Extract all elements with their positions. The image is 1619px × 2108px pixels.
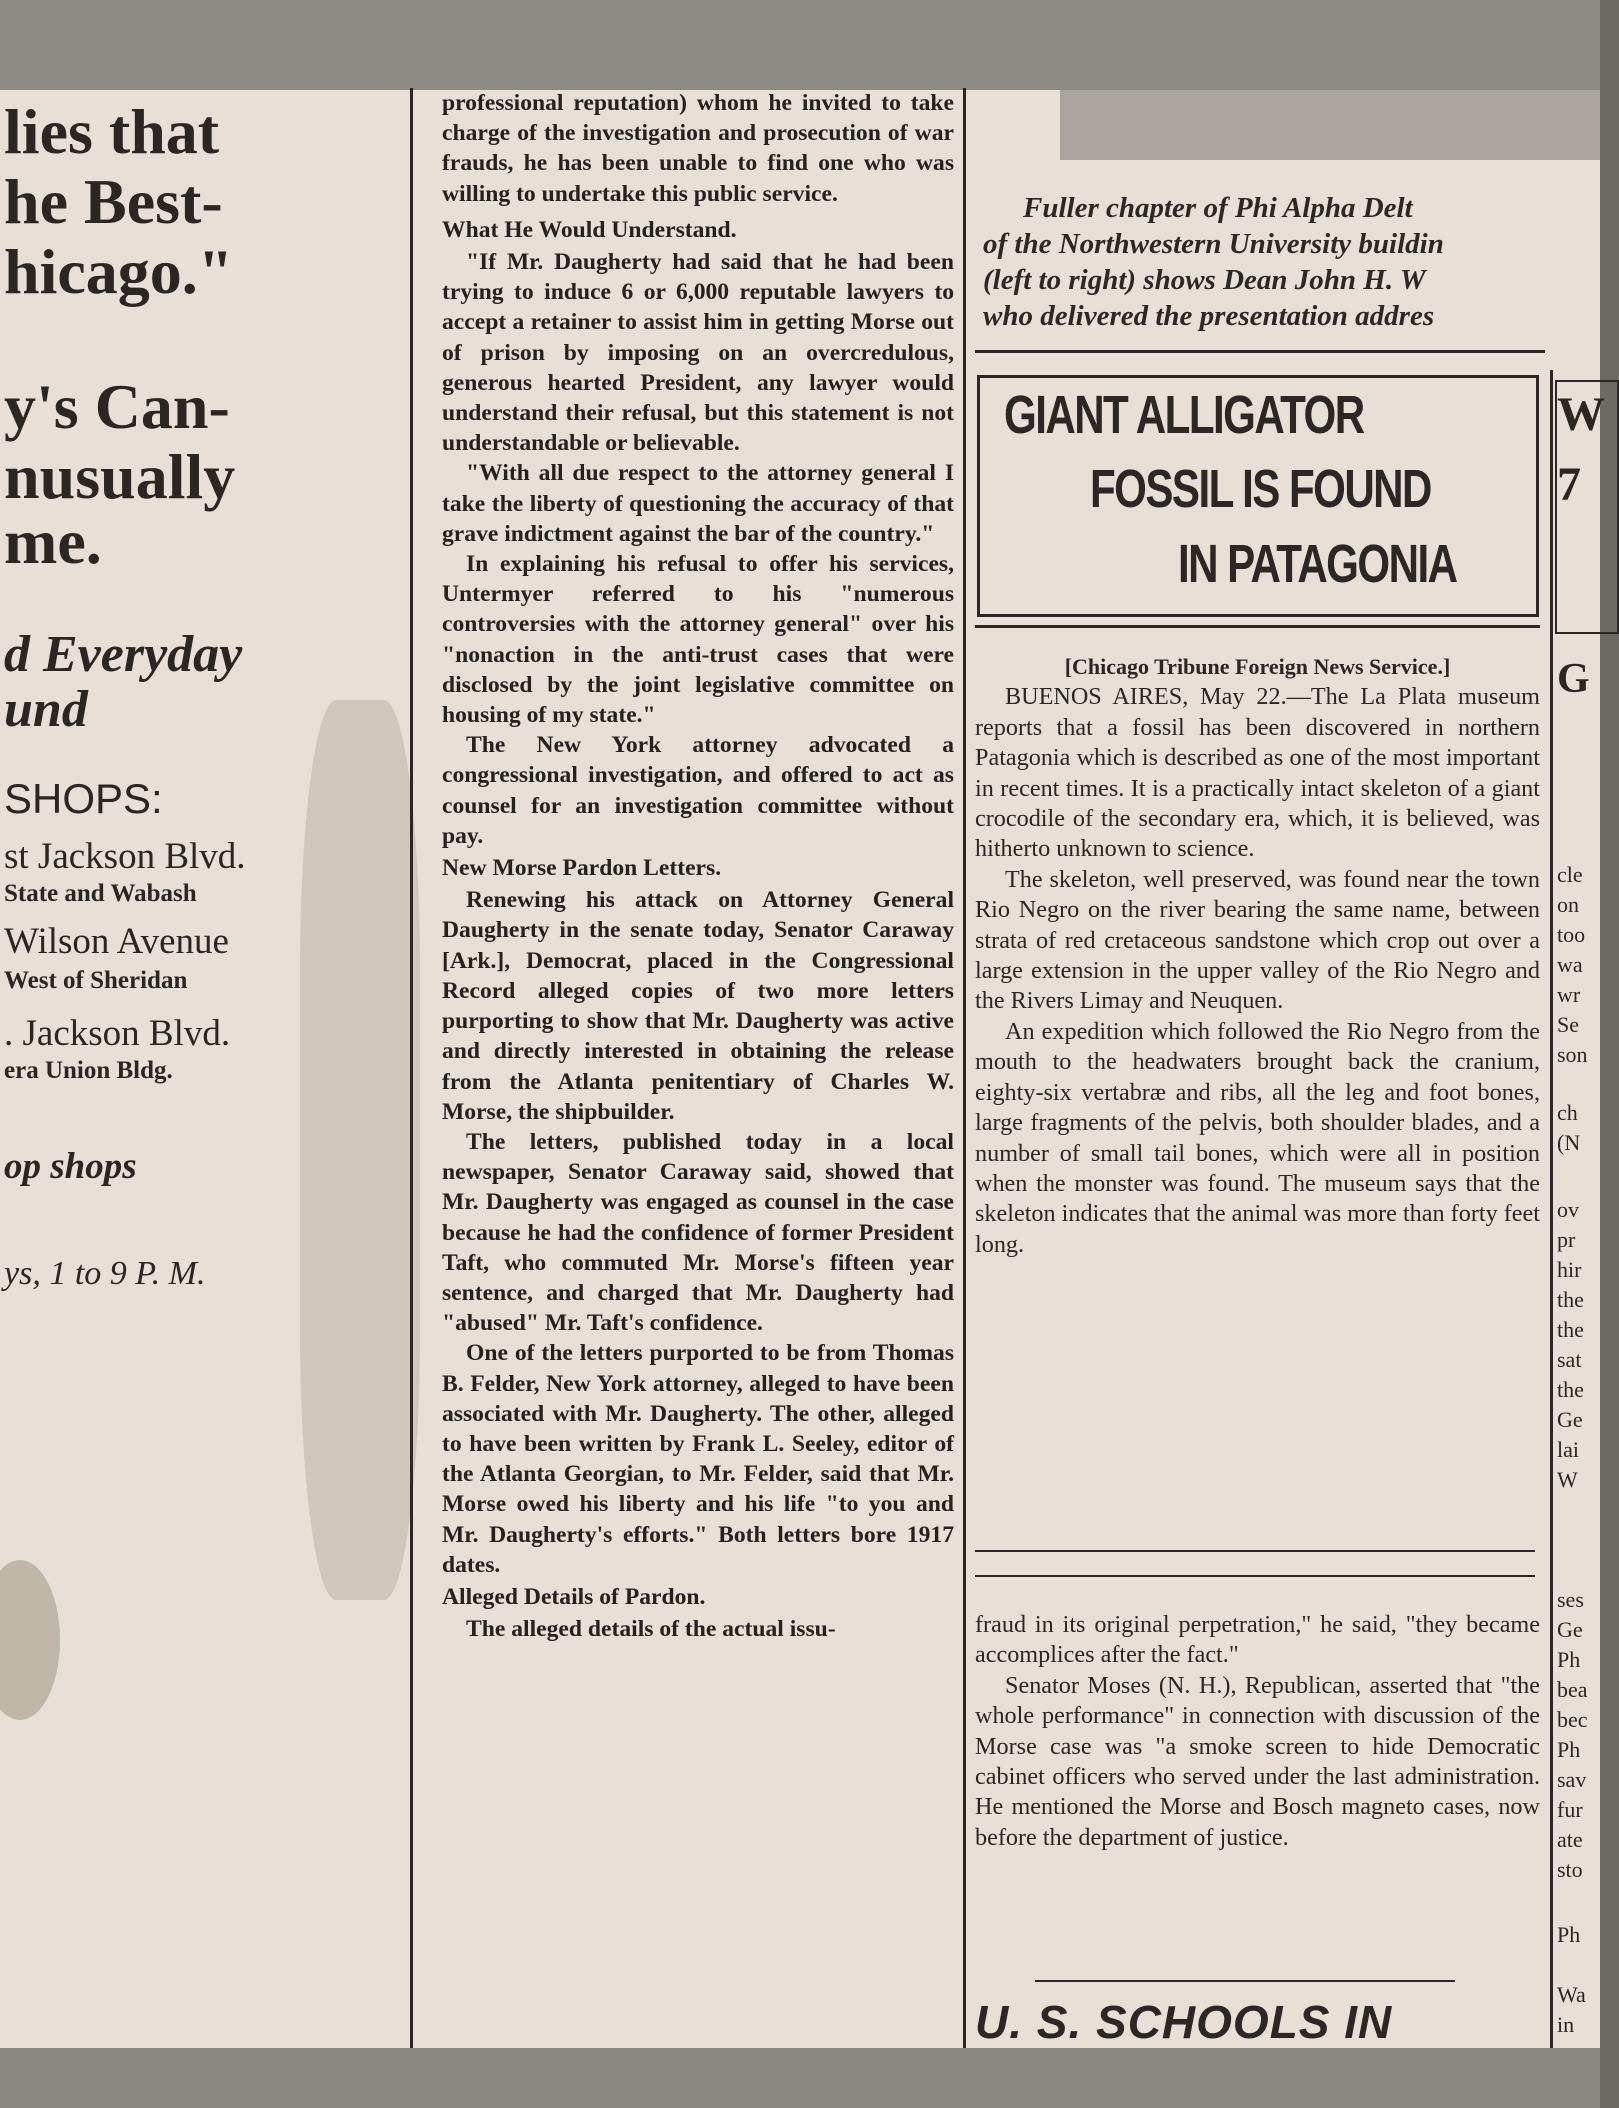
fragment-line: the	[1557, 1377, 1584, 1402]
fragment-line: W	[1557, 388, 1605, 441]
article-paragraph: professional reputation) whom he invited to take charge of the investigation and prosecution of war frauds, he has been unable to find one who was willing to undertake this public service.	[442, 90, 954, 207]
fragment-line: Ge	[1557, 1617, 1583, 1642]
left-fragment-column	[0, 95, 285, 2045]
fragment-line: y's Can-	[4, 371, 230, 442]
fragment-line: ses	[1557, 1587, 1584, 1612]
fragment-line: fur	[1557, 1797, 1583, 1822]
fragment-line: bec	[1557, 1707, 1588, 1732]
fragment-line: und	[4, 681, 88, 738]
subheading: Alleged Details of Pardon.	[442, 1583, 706, 1610]
fragment-line: st Jackson Blvd.	[4, 836, 246, 877]
fragment-line: he Best-	[4, 166, 223, 237]
story-divider	[975, 1575, 1535, 1577]
fragment-line: ys, 1 to 9 P. M.	[4, 1255, 206, 1292]
fragment-line: Ph	[1557, 1737, 1581, 1762]
caption-line: of the Northwestern University buildin	[983, 228, 1444, 260]
fragment-line: wr	[1557, 982, 1581, 1007]
fragment-line: Ph	[1557, 1647, 1581, 1672]
fragment-line: lies that	[4, 96, 220, 167]
fragment-line: hir	[1557, 1257, 1582, 1282]
fragment-line: cle	[1557, 862, 1583, 887]
story-divider	[975, 1550, 1535, 1552]
article-paragraph: One of the letters purported to be from Thomas B. Felder, New York attorney, alleged to have been associated with Mr. Daugherty. The other, alleged to have been written by Frank L. Seeley, editor of the Atlanta Georgian, to Mr. Felder, said that Mr. Morse owed his liberty and his life "to you and Mr. Daugherty's efforts." Both letters bore 1917 dates.	[442, 1340, 954, 1578]
fragment-line: wa	[1557, 952, 1583, 977]
subheading: What He Would Understand.	[442, 216, 737, 243]
article-paragraph: Renewing his attack on Attorney General Daugherty in the senate today, Senator Caraway [Ark.], Democrat, placed in the Congressional Record alleged copies of two more letters purporting to show that Mr. Daugherty was active and directly interested in obtaining the release from the Atlanta penitentiary of Charles W. Morse, the shipbuilder.	[442, 887, 954, 1125]
top-scan-border	[0, 0, 1600, 90]
byline: [Chicago Tribune Foreign News Service.]	[1064, 654, 1451, 679]
fragment-line: bea	[1557, 1677, 1588, 1702]
bottom-scan-border	[0, 2048, 1600, 2108]
headline-underline	[975, 625, 1540, 628]
article-paragraph: In explaining his refusal to offer his services, Untermyer referred to his "numerous controversies with the attorney general" over his "nonaction in the anti-trust cases that were disclosed by the joint legislative committee on housing of my state."	[442, 551, 954, 729]
fragment-line: era Union Bldg.	[4, 1057, 173, 1084]
column-rule	[1550, 370, 1553, 2048]
fragment-line: ov	[1557, 1197, 1579, 1222]
fragment-line: ch	[1557, 1100, 1578, 1125]
top-right-clipping-edge	[1060, 90, 1600, 160]
fragment-line: Wa	[1557, 1982, 1586, 2007]
caption-line: (left to right) shows Dean John H. W	[983, 264, 1426, 296]
fragment-line: son	[1557, 1042, 1588, 1067]
continued-story	[975, 1610, 1540, 1853]
fragment-line: op shops	[4, 1146, 137, 1187]
headline-line: IN PATAGONIA	[1178, 534, 1457, 594]
fragment-line: hicago."	[4, 236, 234, 307]
fragment-line: pr	[1557, 1227, 1576, 1252]
fragment-line: sat	[1557, 1347, 1582, 1372]
subheading: New Morse Pardon Letters.	[442, 855, 722, 882]
fragment-line: lai	[1557, 1437, 1579, 1462]
caption-line: Fuller chapter of Phi Alpha Delt	[1023, 192, 1413, 224]
fragment-line: Wilson Avenue	[4, 921, 229, 962]
middle-article-column	[442, 88, 954, 2046]
fragment-line: State and Wabash	[4, 880, 197, 907]
fragment-line: the	[1557, 1317, 1584, 1342]
story-paragraph: An expedition which followed the Rio Negro from the mouth to the headwaters brought back the cranium, eighty-six vertabræ and ribs, all the leg and foot bones, large fragments of the pelvis, both shoulder blades, and a number of small tail bones, which were all in position when the monster was found. The museum says that the skeleton indicates that the animal was more than forty feet long.	[975, 1017, 1540, 1258]
fragment-line: 7	[1557, 458, 1581, 511]
bottom-headline: U. S. SCHOOLS IN	[975, 1996, 1393, 2048]
caption-divider	[975, 350, 1545, 353]
fossil-story	[975, 652, 1540, 1260]
edge-fragment-column	[1555, 380, 1605, 2048]
fragment-line: . Jackson Blvd.	[4, 1013, 231, 1054]
fragment-line: Se	[1557, 1012, 1579, 1037]
article-paragraph: The alleged details of the actual issu-	[466, 1616, 836, 1643]
story-paragraph: BUENOS AIRES, May 22.—The La Plata museum reports that a fossil has been discovered in northern Patagonia which is described as one of the most important in recent times. It is a practically intact skeleton of a giant crocodile of the secondary era, which, it is believed, was hitherto unknown to science.	[975, 683, 1540, 863]
column-rule	[963, 88, 966, 2048]
fragment-line: in	[1557, 2012, 1575, 2037]
fragment-line: too	[1557, 922, 1586, 947]
photo-caption	[983, 190, 1444, 334]
fragment-line: West of Sheridan	[4, 967, 188, 994]
fragment-line: nusually	[4, 441, 236, 512]
fragment-line: sto	[1557, 1857, 1583, 1882]
fragment-line: (N	[1557, 1130, 1581, 1155]
fragment-line: sav	[1557, 1767, 1587, 1792]
right-article-column	[975, 180, 1545, 2048]
fragment-line: ate	[1557, 1827, 1583, 1852]
fragment-line: SHOPS:	[4, 775, 163, 822]
column-rule	[410, 88, 413, 2048]
story-paragraph: fraud in its original perpetration," he said, "they became accomplices after the fact."	[975, 1611, 1540, 1669]
fragment-line: the	[1557, 1287, 1584, 1312]
article-paragraph: The New York attorney advocated a congressional investigation, and offered to act as counsel for an investigation committee without pay.	[442, 732, 954, 849]
caption-line: who delivered the presentation addres	[983, 300, 1435, 332]
article-paragraph: "If Mr. Daugherty had said that he had been trying to induce 6 or 6,000 reputable lawyers to accept a retainer to assist him in getting Morse out of prison by imposing on an overcredulous, generous hearted President, any lawyer would understand their refusal, but this statement is not understandable or believable.	[442, 249, 954, 457]
headline-box	[977, 375, 1539, 617]
fragment-line: d Everyday	[4, 626, 243, 683]
fragment-line: me.	[4, 506, 102, 577]
fragment-line: W	[1557, 1467, 1578, 1492]
fragment-line: on	[1557, 892, 1579, 917]
fragment-line: Ph	[1557, 1922, 1581, 1947]
fragment-line: G	[1557, 656, 1590, 702]
story-divider	[1035, 1980, 1455, 1982]
article-paragraph: "With all due respect to the attorney general I take the liberty of questioning the accuracy of that grave indictment against the bar of the country."	[442, 460, 954, 547]
headline-line: FOSSIL IS FOUND	[1090, 459, 1431, 519]
story-paragraph: Senator Moses (N. H.), Republican, asserted that "the whole performance" in connection with discussion of the Morse case was "a smoke screen to hide Democratic cabinet officers who served under the last administration. He mentioned the Morse and Bosch magneto cases, now before the department of justice.	[975, 1671, 1540, 1851]
headline-line: GIANT ALLIGATOR	[1004, 385, 1364, 445]
story-paragraph: The skeleton, well preserved, was found near the town Rio Negro on the river bearing the same name, between strata of red cretaceous sandstone which crop out over a large extension in the upper valley of the Rio Negro and the Rivers Limay and Neuquen.	[975, 865, 1540, 1015]
fragment-line: Ge	[1557, 1407, 1583, 1432]
article-paragraph: The letters, published today in a local newspaper, Senator Caraway said, showed that Mr. Daugherty was engaged as counsel in the case because he had the confidence of former President Taft, who commuted Mr. Morse's fifteen year sentence, and charged that Mr. Daugherty had "abused" Mr. Taft's confidence.	[442, 1128, 954, 1337]
stain-mark	[300, 700, 420, 1600]
